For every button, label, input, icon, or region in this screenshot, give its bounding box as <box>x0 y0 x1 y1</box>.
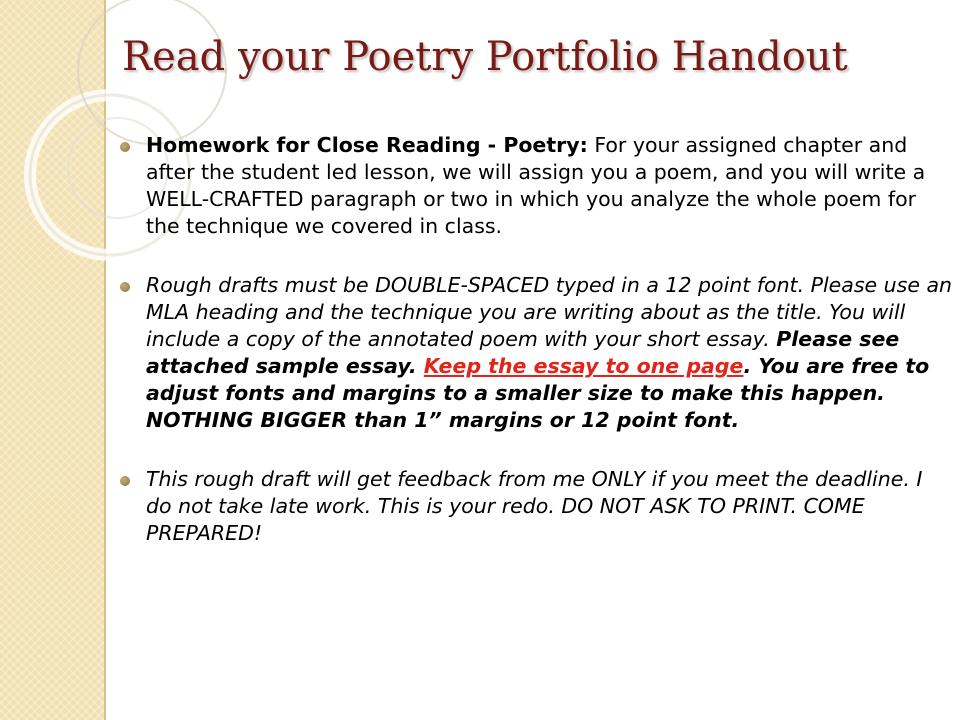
bullet-item-rough-drafts <box>118 272 954 434</box>
margins-note: . You are free to adjust fonts and margins to a smaller size to make this happen. NOTHING BIGGER than 1” margins or 12 point font. <box>146 354 930 432</box>
slide-title: Read your Poetry Portfolio Handout <box>122 34 848 80</box>
bullet-dot-icon <box>120 142 130 152</box>
bullet-item-feedback <box>118 466 954 547</box>
sample-essay-note: Please see attached sample essay. <box>146 327 900 378</box>
bullet-item-homework <box>118 132 954 240</box>
rough-drafts-text: Rough drafts must be DOUBLE-SPACED typed in a 12 point font. Please use an MLA heading and the technique you are writing about as the title. You will include a copy of the annotated poem with your short essay. <box>146 273 953 351</box>
bullet-dot-icon <box>120 476 130 486</box>
homework-heading: Homework for Close Reading - Poetry: <box>146 133 588 157</box>
one-page-highlight: Keep the essay to one page <box>423 354 744 378</box>
homework-text: For your assigned chapter and after the student led lesson, we will assign you a poem, and you will write a WELL-CRAFTED paragraph or two in which you analyze the whole poem for the technique we covered in class. <box>146 133 926 238</box>
bullet-list <box>118 132 954 547</box>
bullet-dot-icon <box>120 282 130 292</box>
feedback-text: This rough draft will get feedback from me ONLY if you meet the deadline. I do not take late work. This is your redo. DO NOT ASK TO PRINT. COME PREPARED! <box>146 467 923 545</box>
